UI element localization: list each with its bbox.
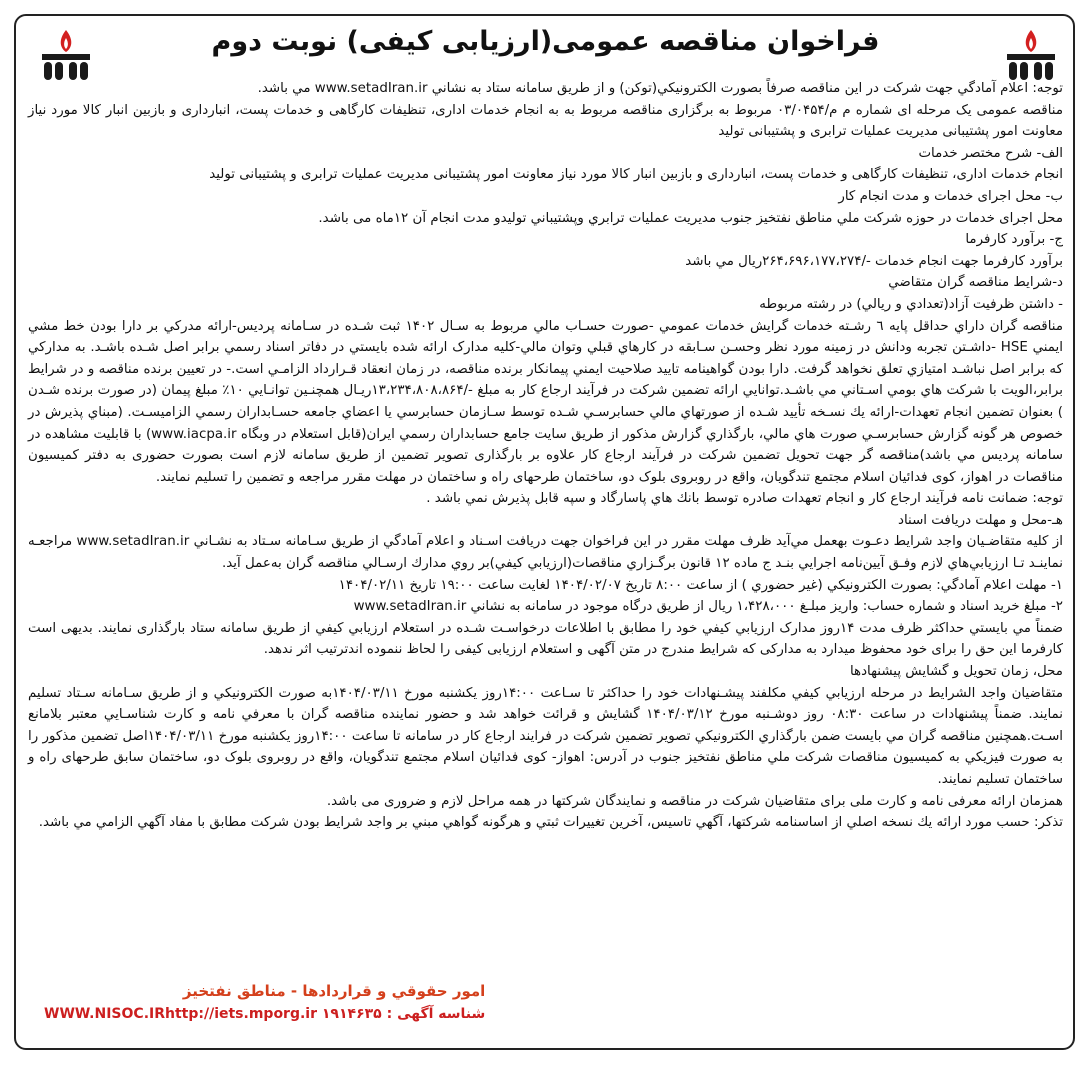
services-summary: انجام خدمات اداری، تنظیفات کارگاهی و خدمات پست، انبارداری و بازبین انبار کالا مورد نیاز معاونت امور پشتیبانی مدیریت عملیات ترابری و پشتیبانی تولید — [209, 167, 1063, 183]
ad-body — [28, 78, 1063, 834]
section-heading: الف- شرح مختصر خدمات — [918, 145, 1063, 161]
id-requirement: همزمان ارائه معرفی نامه و کارت ملی برای متقاضيان شرکت در مناقصه و نمايندگان شرکتها در همه مراحل لازم و ضروری می باشد. — [326, 793, 1063, 809]
ad-footer — [44, 982, 485, 1022]
employer-estimate: برآورد کارفرما جهت انجام خدمات -/۲۶۴،۶۹۶،۱۷۷،۲۷۴ریال مي باشد — [685, 253, 1063, 269]
website-links: WWW.NISOC.IRhttp://iets.mporg.ir — [44, 1006, 318, 1022]
ad-title: فراخوان مناقصه عمومی(ارزیابی کیفی) نوبت دوم — [211, 26, 880, 57]
document-fee: ۲- مبلغ خريد اسناد و شماره حساب: واريز مبلـغ ۱،۴۲۸،۰۰۰ ريال از طريق درگاه موجود در سامانه به نشاني www.setadIran.ir — [353, 599, 1063, 615]
capacity-requirement: - داشتن ظرفيت آزاد(تعدادي و ريالي) در رشته مربوطه — [759, 296, 1063, 312]
ad-id-value: ۱۹۱۴۶۳۵ — [321, 1006, 382, 1022]
readiness-deadline: ۱- مهلت اعلام آمادگي: بصورت الکترونيکي (غير حضوري ) از ساعت ۸:۰۰ تاريخ ۱۴۰۴/۰۲/۰۷ لغايت ساعت ۱۹:۰۰ تاريخ ۱۴۰۴/۰۲/۱۱ — [338, 577, 1063, 593]
nioc-logo-icon — [36, 28, 96, 84]
tender-description: مناقصه عمومی یک مرحله ای شماره م م/۰۳/۰۴۵۴ مربوط به برگزاری مناقصه مربوط به به انجام خدمات اداری، تنظیفات کارگاهی و خدمات پست، انبارداری و بازبین انبار کالا مورد نیاز معاونت امور پشتیبانی مدیریت عملیات ترابری و پشتیبانی تولید — [28, 102, 1063, 140]
submission-details: متقاضيان واجد الشرايط در مرحله ارزيابي کيفي مکلفند پيشـنهادات خود را حداکثر تا سـاعت ۱۴:۰۰روز يكشنبه مورخ ۱۴۰۴/۰۳/۱۱به صورت الکترونيکي و از طريق سـامانه سـتاد تسليم نمايند. ضمناً پيشنهادات در ساعت ۰۸:۳۰ روز دوشـنبه مورخ ۱۴۰۴/۰۳/۱۲ گشايش و قرائت خواهد شد و حضور نماينده مناقصه گران با معرفي نامه و کارت شناسـايي معتبر بلامانع اسـت.همچنين مناقصه گران مي بايست ضمن بارگذاري الكترونيكي تصوير تضمين شركت در فرايند ارجاع كار در سامانه تا ساعت ۱۴:۰۰روز يكشنبه مورخ ۱۴۰۴/۰۳/۱۱اصل تضمين مذكور را به صورت فيزيكي به کميسيون مناقصات شرکت ملي مناطق نفتخيز جنوب در آدرس: اهواز- کوی فدائيان اسلام مجتمع تندگويان، واقع در روبروی بلوک دو، ساختمان سابق طرحهای راه و ساختمان تسليم نمايند. — [28, 685, 1064, 787]
document-invitation: از کليه متقاضـيان واجد شرايط دعـوت بهعمل مي‌آيد ظرف مهلت مقرر در اين فراخوان جهت دريافت اسـناد و اعلام آمادگي از طريق سـامانه سـتاد به نشـاني www.setadIran.ir مراجعـه نماينـد تـا ارزيابي‌هاي لازم وفـق آيين‌نامه اجرايي بنـد ج ماده ۱۲ قانون برگـزاري مناقصات(ارزيابي كيفي)بر روي مدارك ارسـالي مناقصه گران به‌عمل آيد. — [28, 534, 1063, 572]
guarantee-note: توجه: ضمانت نامه فرآیند ارجاع کار و انجام تعهدات صادره توسط بانك هاي پاسارگاد و سپه قابل پذيرش نمي باشد . — [426, 491, 1063, 507]
ad-id-label: شناسه آگهی : — [386, 1006, 486, 1022]
nioc-logo-icon — [1001, 28, 1061, 84]
section-heading: ب- محل اجرای خدمات و مدت انجام کار — [838, 188, 1063, 204]
section-heading: هـ-محل و مهلت دريافت اسناد — [897, 512, 1063, 528]
intro-note: توجه: اعلام آمادگي جهت شرکت در اين مناقصه صرفاً بصورت الکترونيکي(توکن) و از طريق سامانه ستاد به نشاني www.setadIran.ir مي باشد. — [257, 81, 1063, 96]
section-heading: محل، زمان تحويل و گشايش پيشنهادها — [849, 664, 1063, 680]
footer-links — [44, 1006, 485, 1022]
evaluation-upload-note: ضمناً مي بايستي حداكثر ظرف مدت ۱۴روز مدارک ارزيابي کيفي خود را مطابق با اطلاعات درخواسـت شـده در استعلام ارزيابي کيفي از طريق سامانه ستاد بارگذاری نمايند. بديهی است كارفرما اين حق را برای خود محفوظ ميدارد به مداركی كه شرايط مندرج در متن آگهی و استعلام ارزيابی كيفی را لحاظ ننموده اندترتيب اثر ندهد. — [28, 620, 1063, 658]
section-heading: د-شرايط مناقصه گران متقاضي — [888, 275, 1063, 291]
service-location: محل اجرای خدمات در حوزه شرکت ملي مناطق نفتخيز جنوب مديريت عمليات ترابري وپشتيباني توليدو مدت انجام آن ۱۲ماه می باشد. — [318, 210, 1063, 226]
section-heading: ج- برآورد کارفرما — [965, 232, 1063, 248]
bidder-conditions: مناقصه گران داراي حداقل پايه ٦ رشـته خدمات گرايش خدمات عمومي -صورت حسـاب مالي مربوط به سـال ۱۴۰۲ ثبت شـده در سـامانه پرديس-ارائه مدرکي بر دارا بودن خط مشي ايمني HSE -داشـتن تجربه ودانش در زمينه مورد نظر وحسـن سـابقه در کارهاي قبلي وتوان مالي-کليه مدارک ارائه شده بايستي در دفاتر اسناد رسمي برابر اصل شـده باشـد. به مدارکي که برابر اصل نباشـد امتيازي تعلق نخواهد گرفت. دارا بودن گواهينامه تاييد صلاحيت ايمني پيمانكار برنده مناقصه، در زمان انعقاد قـرارداد الزامـي است.- در تعيين برنده مناقصه و در شرايط برابر،الويت با شرکت هاي بومي اسـتاني مي باشـد.توانايي ارائه تضمين شرکت در فرآيند ارجاع کار به مبلغ -/۱۳،۲۳۴،۸۰۸،۸۶۴ريـال همچنـين توانـايي ۱۰٪ مبلغ پيمان (در صورت برنده شـدن ) بعنوان تضمين انجام تعهدات-ارائه يك نسـخه تأييد شـده از صورتهاي مالي حسابرسـي شـده توسط سـازمان حسابرسي يا اعضاي جامعه حسـابداران رسمي الزاميسـت. (مبناي پذيرش در خصوص هر گونه گزارش حسابرسـي صورت هاي مالي، بارگذاري گزارش مذكور از طريق سايت جامع حسابداران رسمي ايران(قابل استعلام در وبگاه www.iacpa.ir) با قابليت مشاهده در سامانه پرديس مي باشد)مناقصه گر جهت تحويل تضمين شرکت در فرآيند ارجاع کار علاوه بر بارگذاری تصوير تضمين از طريق سامانه لازم است بصورت حضوری به دفتر کميسيون مناقصات در اهواز، کوی فدائيان اسلام مجتمع تندگويان، واقع در روبروی بلوک دو، ساختمان طرحهای راه و ساختمان در مهلت مقرر مراجعه و تضمين را تسليم نمايند. — [28, 318, 1063, 485]
issuer-department: امور حقوقي و قراردادها - مناطق نفتخيز — [182, 982, 486, 1000]
reminder-note: تذكر: حسب مورد ارائه يك نسخه اصلي از اساسنامه شركتها، آگهي تاسيس، آخرين تغييرات ثبتي و هرگونه گواهي مبني بر واجد شرايط بودن شركت مطابق با مفاد آگهي الزامي مي باشد. — [38, 815, 1063, 831]
